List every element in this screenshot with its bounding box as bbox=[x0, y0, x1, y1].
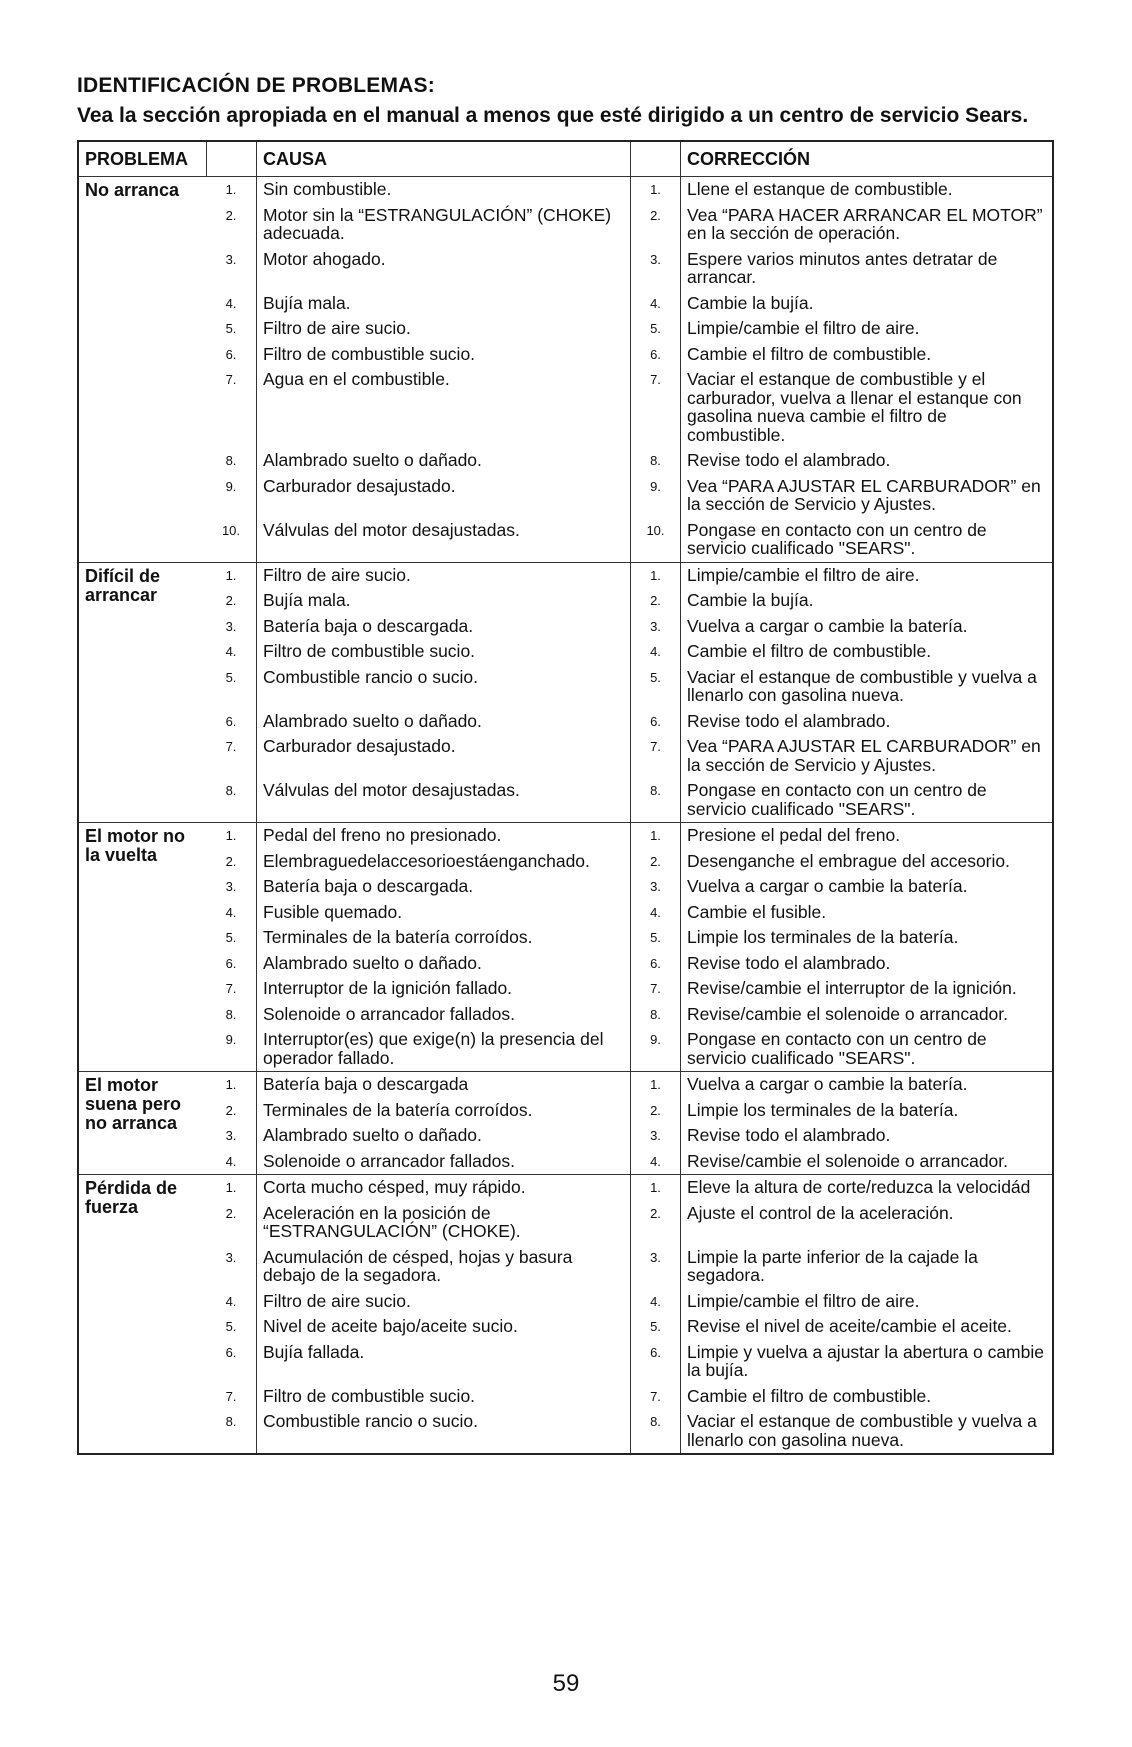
problem-label: El motor no la vuelta bbox=[85, 826, 185, 865]
fix-number: 4. bbox=[630, 1149, 680, 1175]
table-row bbox=[206, 342, 1052, 368]
cause-number: 1. bbox=[225, 567, 237, 583]
correction-text: Vaciar el estanque de combustible y vuelva a llenarlo con gasolina nueva. bbox=[680, 1409, 1052, 1453]
table-row bbox=[206, 1123, 1052, 1149]
cause-text: Batería baja o descargada. bbox=[256, 874, 630, 900]
correction-text: Limpie los terminales de la batería. bbox=[680, 925, 1052, 951]
fix-number: 1. bbox=[630, 563, 680, 589]
correction-text: Vaciar el estanque de combustible y el carburador, vuelva a llenar el estanque con gasolina nueva cambie el filtro de combustible. bbox=[680, 367, 1052, 448]
problem-items bbox=[206, 1072, 1052, 1174]
correction-text: Limpie/cambie el filtro de aire. bbox=[680, 1289, 1052, 1315]
cause-text: Batería baja o descargada. bbox=[256, 614, 630, 640]
fix-number: 5. bbox=[630, 316, 680, 342]
cause-text: Alambrado suelto o dañado. bbox=[256, 448, 630, 474]
problem-label: Difícil de arrancar bbox=[85, 565, 161, 605]
cause-number: 2. bbox=[225, 207, 237, 223]
fix-number: 5. bbox=[630, 665, 680, 709]
fix-number: 2. bbox=[630, 203, 680, 247]
header-fix-num bbox=[630, 142, 680, 177]
cause-number: 7. bbox=[225, 372, 237, 387]
table-row bbox=[206, 1072, 1052, 1098]
table-row bbox=[206, 1027, 1052, 1071]
correction-text: Vuelva a cargar o cambie la batería. bbox=[680, 1072, 1052, 1098]
fix-number: 6. bbox=[630, 951, 680, 977]
fix-number: 4. bbox=[630, 1289, 680, 1315]
table-row bbox=[206, 1289, 1052, 1315]
correction-text: Limpie/cambie el filtro de aire. bbox=[680, 563, 1052, 589]
cause-number: 3. bbox=[225, 1249, 237, 1265]
correction-text: Revise todo el alambrado. bbox=[680, 448, 1052, 474]
cause-number: 2. bbox=[225, 593, 237, 608]
correction-text: Cambie el fusible. bbox=[680, 900, 1052, 926]
table-row bbox=[206, 291, 1052, 317]
cause-number: 3. bbox=[225, 879, 237, 894]
table-row bbox=[206, 1409, 1052, 1453]
header-correction: CORRECCIÓN bbox=[680, 142, 1052, 177]
cause-number: 7. bbox=[225, 981, 237, 996]
table-row bbox=[206, 448, 1052, 474]
cause-number: 4. bbox=[225, 295, 237, 311]
correction-text: Vaciar el estanque de combustible y vuelva a llenarlo con gasolina nueva. bbox=[680, 665, 1052, 709]
fix-number: 7. bbox=[630, 976, 680, 1002]
correction-text: Presione el pedal del freno. bbox=[680, 823, 1052, 849]
cause-number: 4. bbox=[225, 1153, 237, 1169]
fix-number: 2. bbox=[630, 849, 680, 875]
correction-text: Revise todo el alambrado. bbox=[680, 709, 1052, 735]
correction-text: Limpie/cambie el filtro de aire. bbox=[680, 316, 1052, 342]
correction-text: Vea “PARA HACER ARRANCAR EL MOTOR” en la sección de operación. bbox=[680, 203, 1052, 247]
table-row bbox=[206, 1384, 1052, 1410]
correction-text: Llene el estanque de combustible. bbox=[680, 177, 1052, 203]
cause-number: 5. bbox=[225, 321, 237, 336]
troubleshooting-table bbox=[77, 140, 1054, 1455]
cause-text: Filtro de aire sucio. bbox=[256, 563, 630, 589]
table-row bbox=[206, 1201, 1052, 1245]
problem-group bbox=[79, 1072, 1052, 1175]
cause-number: 5. bbox=[225, 669, 237, 685]
cause-text: Solenoide o arrancador fallados. bbox=[256, 1149, 630, 1175]
cause-text: Solenoide o arrancador fallados. bbox=[256, 1002, 630, 1028]
fix-number: 9. bbox=[630, 1027, 680, 1071]
cause-number: 6. bbox=[225, 346, 237, 362]
cause-text: Elembraguedelaccesorioestáenganchado. bbox=[256, 849, 630, 875]
fix-number: 2. bbox=[630, 1201, 680, 1245]
fix-number: 3. bbox=[630, 247, 680, 291]
table-body bbox=[79, 177, 1052, 1453]
header-problem: PROBLEMA bbox=[79, 142, 206, 177]
cause-number: 7. bbox=[225, 1388, 237, 1404]
correction-text: Revise/cambie el interruptor de la ignición. bbox=[680, 976, 1052, 1002]
table-row bbox=[206, 900, 1052, 926]
cause-text: Alambrado suelto o dañado. bbox=[256, 709, 630, 735]
fix-number: 3. bbox=[630, 874, 680, 900]
problem-items bbox=[206, 177, 1052, 562]
table-row bbox=[206, 823, 1052, 849]
correction-text: Revise/cambie el solenoide o arrancador. bbox=[680, 1149, 1052, 1175]
header-cause: CAUSA bbox=[256, 142, 630, 177]
fix-number: 5. bbox=[630, 1314, 680, 1340]
cause-number: 2. bbox=[225, 1205, 237, 1221]
cause-number: 5. bbox=[225, 930, 237, 945]
cause-text: Batería baja o descargada bbox=[256, 1072, 630, 1098]
correction-text: Pongase en contacto con un centro de servicio cualificado "SEARS". bbox=[680, 1027, 1052, 1071]
cause-number: 8. bbox=[225, 1414, 237, 1429]
table-row bbox=[206, 709, 1052, 735]
table-row bbox=[206, 203, 1052, 247]
cause-number: 8. bbox=[225, 783, 237, 798]
correction-text: Cambie el filtro de combustible. bbox=[680, 639, 1052, 665]
cause-number: 1. bbox=[225, 1180, 237, 1195]
correction-text: Limpie y vuelva a ajustar la abertura o cambie la bujía. bbox=[680, 1340, 1052, 1384]
cause-number: 6. bbox=[225, 713, 237, 729]
table-row bbox=[206, 474, 1052, 518]
table-header-row bbox=[79, 142, 1052, 177]
fix-number: 1. bbox=[630, 1072, 680, 1098]
table-row bbox=[206, 665, 1052, 709]
correction-text: Revise el nivel de aceite/cambie el aceite. bbox=[680, 1314, 1052, 1340]
table-row bbox=[206, 1002, 1052, 1028]
problem-label: El motor suena pero no arranca bbox=[85, 1075, 182, 1133]
cause-number: 8. bbox=[225, 453, 237, 468]
table-row bbox=[206, 849, 1052, 875]
table-row bbox=[206, 1149, 1052, 1175]
cause-text: Corta mucho césped, muy rápido. bbox=[256, 1175, 630, 1201]
problem-label: Pérdida de fuerza bbox=[85, 1178, 178, 1217]
cause-text: Filtro de aire sucio. bbox=[256, 1289, 630, 1315]
fix-number: 7. bbox=[630, 367, 680, 448]
table-row bbox=[206, 563, 1052, 589]
cause-number: 9. bbox=[225, 478, 237, 494]
correction-text: Revise todo el alambrado. bbox=[680, 1123, 1052, 1149]
cause-number: 6. bbox=[225, 1344, 237, 1360]
correction-text: Desenganche el embrague del accesorio. bbox=[680, 849, 1052, 875]
cause-text: Aceleración en la posición de “ESTRANGULACIÓN” (CHOKE). bbox=[256, 1201, 630, 1245]
table-row bbox=[206, 778, 1052, 822]
fix-number: 1. bbox=[630, 823, 680, 849]
table-row bbox=[206, 734, 1052, 778]
problem-label: No arranca bbox=[85, 180, 180, 200]
cause-text: Pedal del freno no presionado. bbox=[256, 823, 630, 849]
cause-text: Filtro de combustible sucio. bbox=[256, 1384, 630, 1410]
problem-items bbox=[206, 1175, 1052, 1453]
correction-text: Cambie la bujía. bbox=[680, 291, 1052, 317]
table-row bbox=[206, 951, 1052, 977]
fix-number: 1. bbox=[630, 1175, 680, 1201]
cause-text: Válvulas del motor desajustadas. bbox=[256, 778, 630, 822]
correction-text: Vea “PARA AJUSTAR EL CARBURADOR” en la sección de Servicio y Ajustes. bbox=[680, 734, 1052, 778]
cause-text: Carburador desajustado. bbox=[256, 474, 630, 518]
table-row bbox=[206, 1314, 1052, 1340]
table-row bbox=[206, 518, 1052, 562]
problem-group bbox=[79, 1175, 1052, 1453]
cause-number: 2. bbox=[225, 1102, 237, 1118]
cause-text: Filtro de combustible sucio. bbox=[256, 639, 630, 665]
cause-text: Motor ahogado. bbox=[256, 247, 630, 291]
cause-number: 9. bbox=[225, 1032, 237, 1047]
cause-number: 3. bbox=[225, 1128, 237, 1143]
cause-text: Motor sin la “ESTRANGULACIÓN” (CHOKE) adecuada. bbox=[256, 203, 630, 247]
cause-text: Acumulación de césped, hojas y basura debajo de la segadora. bbox=[256, 1245, 630, 1289]
correction-text: Espere varios minutos antes detratar de arrancar. bbox=[680, 247, 1052, 291]
cause-text: Sin combustible. bbox=[256, 177, 630, 203]
table-row bbox=[206, 639, 1052, 665]
fix-number: 7. bbox=[630, 734, 680, 778]
problem-group bbox=[79, 563, 1052, 824]
correction-text: Ajuste el control de la aceleración. bbox=[680, 1201, 1052, 1245]
cause-text: Válvulas del motor desajustadas. bbox=[256, 518, 630, 562]
cause-text: Nivel de aceite bajo/aceite sucio. bbox=[256, 1314, 630, 1340]
problem-group bbox=[79, 177, 1052, 563]
cause-text: Interruptor(es) que exige(n) la presencia del operador fallado. bbox=[256, 1027, 630, 1071]
fix-number: 8. bbox=[630, 448, 680, 474]
fix-number: 3. bbox=[630, 1123, 680, 1149]
cause-number: 4. bbox=[225, 1293, 237, 1309]
correction-text: Vuelva a cargar o cambie la batería. bbox=[680, 874, 1052, 900]
cause-number: 1. bbox=[225, 828, 237, 843]
fix-number: 10. bbox=[630, 518, 680, 562]
cause-text: Combustible rancio o sucio. bbox=[256, 665, 630, 709]
correction-text: Vuelva a cargar o cambie la batería. bbox=[680, 614, 1052, 640]
correction-text: Limpie la parte inferior de la cajade la segadora. bbox=[680, 1245, 1052, 1289]
cause-number: 4. bbox=[225, 904, 237, 920]
correction-text: Cambie el filtro de combustible. bbox=[680, 1384, 1052, 1410]
page-number: 59 bbox=[552, 1670, 580, 1697]
header-cause-num bbox=[206, 142, 256, 177]
cause-text: Agua en el combustible. bbox=[256, 367, 630, 448]
cause-number: 6. bbox=[225, 955, 237, 971]
fix-number: 6. bbox=[630, 709, 680, 735]
table-row bbox=[206, 1340, 1052, 1384]
fix-number: 4. bbox=[630, 639, 680, 665]
cause-number: 8. bbox=[225, 1006, 237, 1022]
fix-number: 3. bbox=[630, 614, 680, 640]
page-title: IDENTIFICACIÓN DE PROBLEMAS: bbox=[77, 74, 435, 97]
table-row bbox=[206, 614, 1052, 640]
correction-text: Limpie los terminales de la batería. bbox=[680, 1098, 1052, 1124]
cause-text: Combustible rancio o sucio. bbox=[256, 1409, 630, 1453]
cause-number: 1. bbox=[225, 182, 237, 197]
table-row bbox=[206, 1098, 1052, 1124]
fix-number: 8. bbox=[630, 1409, 680, 1453]
cause-text: Terminales de la batería corroídos. bbox=[256, 1098, 630, 1124]
cause-number: 3. bbox=[225, 618, 237, 634]
correction-text: Eleve la altura de corte/reduzca la velocidád bbox=[680, 1175, 1052, 1201]
cause-text: Filtro de aire sucio. bbox=[256, 316, 630, 342]
cause-text: Alambrado suelto o dañado. bbox=[256, 1123, 630, 1149]
table-row bbox=[206, 874, 1052, 900]
fix-number: 8. bbox=[630, 778, 680, 822]
correction-text: Vea “PARA AJUSTAR EL CARBURADOR” en la sección de Servicio y Ajustes. bbox=[680, 474, 1052, 518]
fix-number: 6. bbox=[630, 342, 680, 368]
table-row bbox=[206, 925, 1052, 951]
cause-number: 5. bbox=[225, 1319, 237, 1334]
cause-text: Interruptor de la ignición fallado. bbox=[256, 976, 630, 1002]
correction-text: Cambie la bujía. bbox=[680, 588, 1052, 614]
cause-number: 2. bbox=[225, 853, 237, 869]
fix-number: 7. bbox=[630, 1384, 680, 1410]
cause-number: 4. bbox=[225, 644, 237, 659]
table-row bbox=[206, 976, 1052, 1002]
cause-text: Bujía mala. bbox=[256, 291, 630, 317]
cause-text: Carburador desajustado. bbox=[256, 734, 630, 778]
fix-number: 2. bbox=[630, 588, 680, 614]
page-subtitle: Vea la sección apropiada en el manual a menos que esté dirigido a un centro de servicio Sears. bbox=[77, 104, 1029, 127]
table-row bbox=[206, 247, 1052, 291]
table-row bbox=[206, 588, 1052, 614]
correction-text: Revise todo el alambrado. bbox=[680, 951, 1052, 977]
table-row bbox=[206, 367, 1052, 448]
fix-number: 5. bbox=[630, 925, 680, 951]
cause-text: Bujía mala. bbox=[256, 588, 630, 614]
problem-group bbox=[79, 823, 1052, 1072]
correction-text: Pongase en contacto con un centro de servicio cualificado "SEARS". bbox=[680, 778, 1052, 822]
correction-text: Pongase en contacto con un centro de servicio cualificado "SEARS". bbox=[680, 518, 1052, 562]
fix-number: 4. bbox=[630, 291, 680, 317]
problem-items bbox=[206, 823, 1052, 1071]
table-row bbox=[206, 1175, 1052, 1201]
fix-number: 3. bbox=[630, 1245, 680, 1289]
fix-number: 4. bbox=[630, 900, 680, 926]
correction-text: Cambie el filtro de combustible. bbox=[680, 342, 1052, 368]
cause-number: 1. bbox=[225, 1077, 237, 1092]
fix-number: 9. bbox=[630, 474, 680, 518]
cause-number: 3. bbox=[225, 251, 237, 267]
cause-text: Bujía fallada. bbox=[256, 1340, 630, 1384]
fix-number: 8. bbox=[630, 1002, 680, 1028]
correction-text: Revise/cambie el solenoide o arrancador. bbox=[680, 1002, 1052, 1028]
fix-number: 1. bbox=[630, 177, 680, 203]
cause-text: Fusible quemado. bbox=[256, 900, 630, 926]
table-row bbox=[206, 177, 1052, 203]
table-row bbox=[206, 1245, 1052, 1289]
table-row bbox=[206, 316, 1052, 342]
cause-text: Alambrado suelto o dañado. bbox=[256, 951, 630, 977]
fix-number: 6. bbox=[630, 1340, 680, 1384]
fix-number: 2. bbox=[630, 1098, 680, 1124]
cause-number: 10. bbox=[221, 522, 241, 538]
cause-text: Terminales de la batería corroídos. bbox=[256, 925, 630, 951]
problem-items bbox=[206, 563, 1052, 823]
cause-text: Filtro de combustible sucio. bbox=[256, 342, 630, 368]
cause-number: 7. bbox=[225, 739, 237, 754]
